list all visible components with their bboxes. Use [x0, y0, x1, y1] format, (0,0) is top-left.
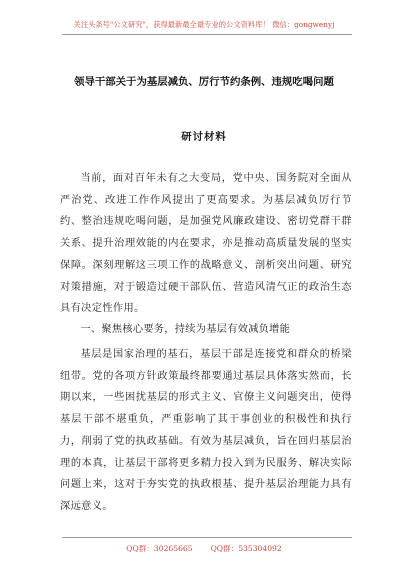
footer [0, 543, 408, 554]
footer-qq-group-2: QQ群：535304092 [210, 544, 282, 553]
header-note: 关注头条号"公文研究"，获得最新最全最专业的公文资料库！ 微信：gongwenyj [73, 20, 335, 29]
footer-qq-group-1: QQ群：30265665 [126, 544, 193, 553]
header-divider [62, 34, 352, 35]
section-heading: 一、聚焦核心要务，持续为基层有效减负增能 [80, 324, 291, 335]
document-title: 领导干部关于为基层减负、厉行节约条例、违规吃喝问题 [74, 76, 334, 88]
document-subtitle: 研讨材料 [181, 131, 227, 143]
paragraph-section-1 [60, 344, 352, 518]
paragraph-text: 基层是国家治理的基石，基层干部是连接党和群众的桥梁纽带。党的各项方针政策最终都要通过基层具体落实然而，长期以来，一些困扰基层的形式主义、官僚主义问题突出，使得基层干部不堪重负，严重影响了其干事创业的积极性和执行力，削弱了党的执政基础。有效为基层减负，旨在回归基层治理的本真，让基层干部将更多精力投入到为民服务、解决实际问题上来，这对于夯实党的执政根基、提升基层治理能力具有深远意义。 [60, 349, 352, 512]
paragraph-intro [60, 168, 352, 320]
footer-divider [62, 537, 352, 538]
paragraph-text: 当前，面对百年未有之大变局，党中央、国务院对全面从严治党、改进工作作风提出了更高要求。为基层减负厉行节约、整治违规吃喝问题，是加强党风廉政建设、密切党群干群关系、提升治理效能的内在要求，亦是推动高质量发展的坚实保障。深刻理解这三项工作的战略意义、剖析突出问题、研究对策措施，对于锻造过硬干部队伍、营造风清气正的政治生态具有决定性作用。 [60, 173, 352, 315]
